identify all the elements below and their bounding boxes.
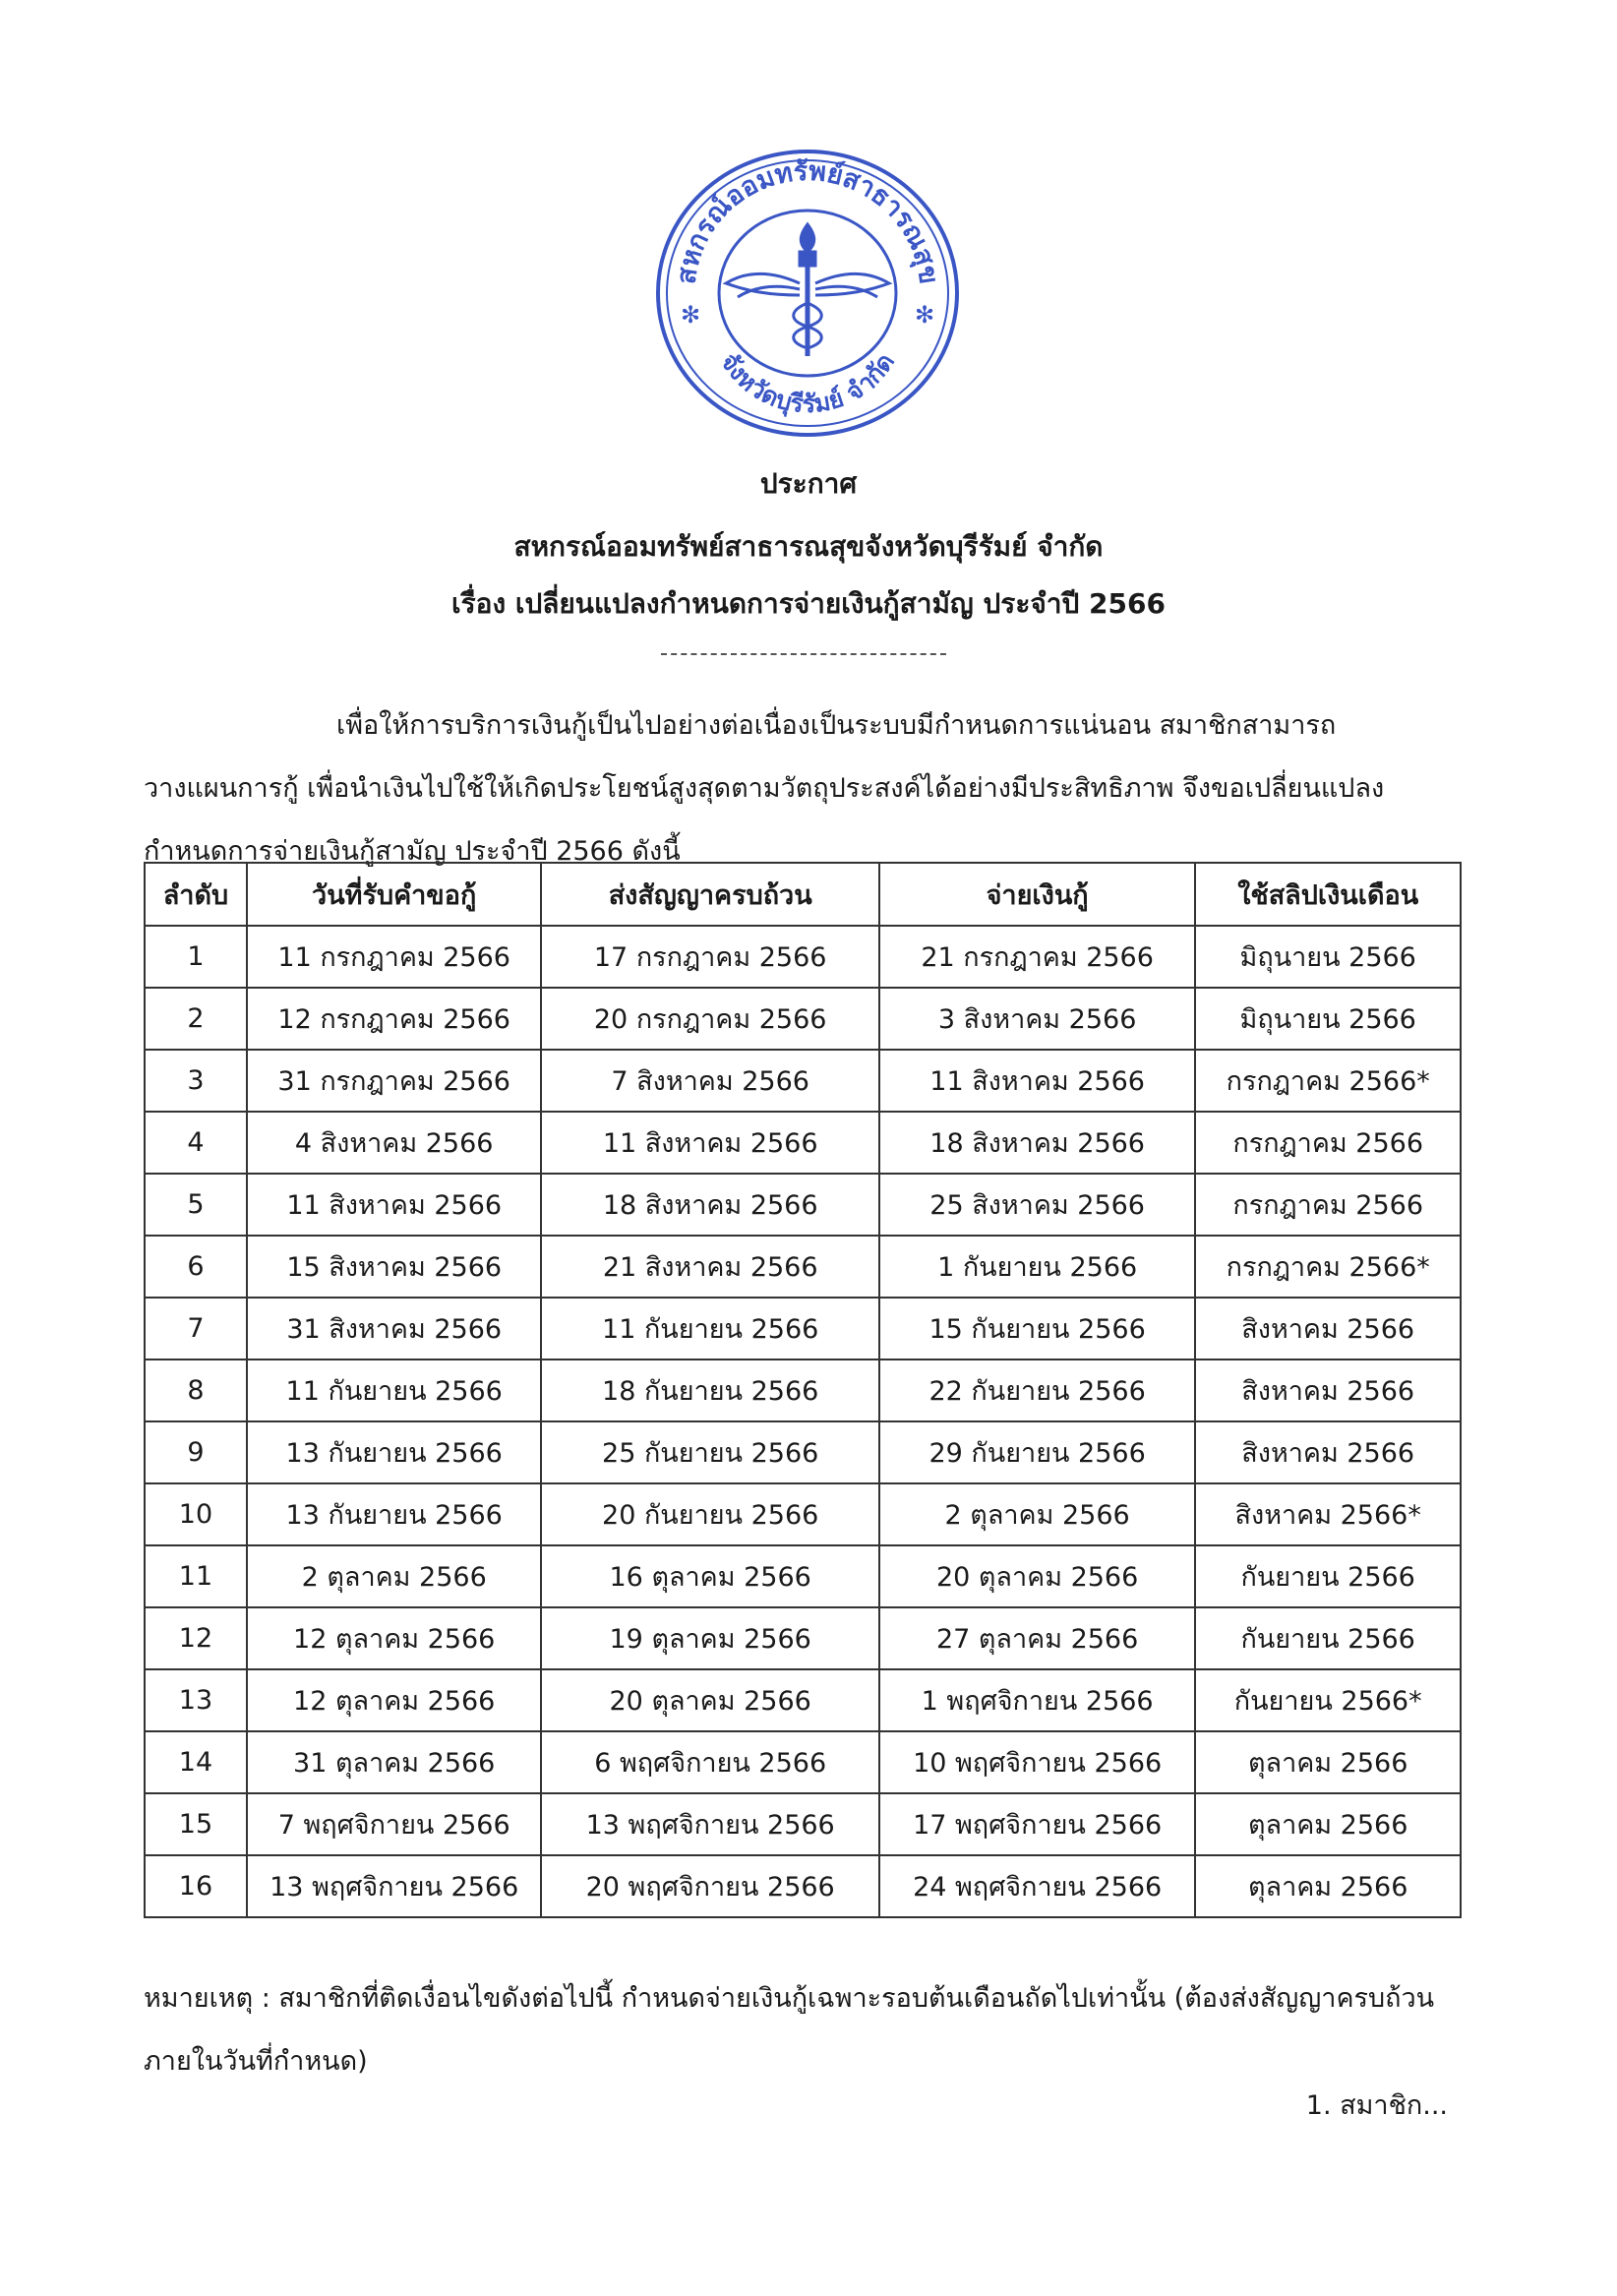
cell-salary-slip: ตุลาคม 2566 [1195, 1793, 1461, 1855]
table-row [145, 988, 1461, 1050]
cell-contract-date: 20 กรกฎาคม 2566 [541, 988, 878, 1050]
cell-salary-slip: กรกฎาคม 2566 [1195, 1112, 1461, 1174]
cell-contract-date: 16 ตุลาคม 2566 [541, 1545, 878, 1607]
cell-request-date: 2 ตุลาคม 2566 [247, 1545, 542, 1607]
cell-sequence: 5 [145, 1174, 247, 1236]
cell-sequence: 9 [145, 1421, 247, 1483]
table-row [145, 1855, 1461, 1917]
table-row [145, 1050, 1461, 1112]
cell-sequence: 7 [145, 1298, 247, 1359]
cell-sequence: 4 [145, 1112, 247, 1174]
seal-top-text: สหกรณ์ออมทรัพย์สาธารณสุข [671, 155, 944, 286]
cell-contract-date: 11 กันยายน 2566 [541, 1298, 878, 1359]
cell-payout-date: 17 พฤศจิกายน 2566 [879, 1793, 1195, 1855]
cell-salary-slip: กันยายน 2566 [1195, 1607, 1461, 1669]
table-row [145, 1359, 1461, 1421]
cell-contract-date: 18 สิงหาคม 2566 [541, 1174, 878, 1236]
intro-line: เพื่อให้การบริการเงินกู้เป็นไปอย่างต่อเนื่องเป็นระบบมีกำหนดการแน่นอน สมาชิกสามารถ [336, 710, 1337, 741]
svg-text:จังหวัดบุรีรัมย์ จำกัด [715, 348, 900, 418]
cell-sequence: 3 [145, 1050, 247, 1112]
cell-sequence: 8 [145, 1359, 247, 1421]
cell-payout-date: 29 กันยายน 2566 [879, 1421, 1195, 1483]
header-salary-slip: ใช้สลิปเงินเดือน [1195, 863, 1461, 926]
cell-salary-slip: ตุลาคม 2566 [1195, 1855, 1461, 1917]
table-row [145, 1236, 1461, 1298]
cell-request-date: 12 ตุลาคม 2566 [247, 1669, 542, 1731]
cell-contract-date: 19 ตุลาคม 2566 [541, 1607, 878, 1669]
cell-salary-slip: สิงหาคม 2566 [1195, 1421, 1461, 1483]
cell-sequence: 16 [145, 1855, 247, 1917]
intro-paragraph [144, 695, 1471, 883]
cooperative-seal [651, 146, 964, 441]
svg-text:✻: ✻ [915, 301, 935, 329]
cell-payout-date: 27 ตุลาคม 2566 [879, 1607, 1195, 1669]
cell-contract-date: 18 กันยายน 2566 [541, 1359, 878, 1421]
intro-line: กำหนดการจ่ายเงินกู้สามัญ ประจำปี 2566 ดังนี้ [144, 836, 681, 867]
cell-contract-date: 6 พฤศจิกายน 2566 [541, 1731, 878, 1793]
cell-request-date: 13 กันยายน 2566 [247, 1483, 542, 1545]
cell-salary-slip: สิงหาคม 2566 [1195, 1298, 1461, 1359]
cell-sequence: 14 [145, 1731, 247, 1793]
header-sequence: ลำดับ [145, 863, 247, 926]
cell-request-date: 7 พฤศจิกายน 2566 [247, 1793, 542, 1855]
table-row [145, 1669, 1461, 1731]
cell-salary-slip: กรกฎาคม 2566 [1195, 1174, 1461, 1236]
cell-payout-date: 2 ตุลาคม 2566 [879, 1483, 1195, 1545]
cell-request-date: 12 กรกฎาคม 2566 [247, 988, 542, 1050]
cell-sequence: 6 [145, 1236, 247, 1298]
cell-contract-date: 21 สิงหาคม 2566 [541, 1236, 878, 1298]
remark-line: ภายในวันที่กำหนด) [144, 2046, 368, 2077]
cell-request-date: 31 กรกฎาคม 2566 [247, 1050, 542, 1112]
remark-line: หมายเหตุ : สมาชิกที่ติดเงื่อนไขดังต่อไปนี้ กำหนดจ่ายเงินกู้เฉพาะรอบต้นเดือนถัดไปเท่านั้น (ต้องส่งสัญญาครบถ้วน [144, 1983, 1435, 2014]
cell-payout-date: 3 สิงหาคม 2566 [879, 988, 1195, 1050]
cell-request-date: 11 กันยายน 2566 [247, 1359, 542, 1421]
table-row [145, 1607, 1461, 1669]
table-row [145, 1298, 1461, 1359]
cell-request-date: 31 ตุลาคม 2566 [247, 1731, 542, 1793]
cell-salary-slip: มิถุนายน 2566 [1195, 926, 1461, 988]
cell-payout-date: 22 กันยายน 2566 [879, 1359, 1195, 1421]
cell-payout-date: 11 สิงหาคม 2566 [879, 1050, 1195, 1112]
cell-contract-date: 20 กันยายน 2566 [541, 1483, 878, 1545]
cell-payout-date: 10 พฤศจิกายน 2566 [879, 1731, 1195, 1793]
cell-salary-slip: สิงหาคม 2566* [1195, 1483, 1461, 1545]
cell-contract-date: 20 ตุลาคม 2566 [541, 1669, 878, 1731]
table-row [145, 926, 1461, 988]
cell-salary-slip: สิงหาคม 2566 [1195, 1359, 1461, 1421]
cell-payout-date: 15 กันยายน 2566 [879, 1298, 1195, 1359]
cell-payout-date: 18 สิงหาคม 2566 [879, 1112, 1195, 1174]
seal-emblem-icon [651, 146, 964, 441]
cell-salary-slip: กันยายน 2566* [1195, 1669, 1461, 1731]
loan-schedule-table [144, 862, 1462, 1918]
table-row [145, 1112, 1461, 1174]
header-request-date: วันที่รับคำขอกู้ [247, 863, 542, 926]
svg-text:✻: ✻ [681, 301, 701, 329]
cell-sequence: 13 [145, 1669, 247, 1731]
cell-sequence: 11 [145, 1545, 247, 1607]
cell-salary-slip: กรกฎาคม 2566* [1195, 1050, 1461, 1112]
table-row [145, 1174, 1461, 1236]
cell-request-date: 13 กันยายน 2566 [247, 1421, 542, 1483]
cell-request-date: 15 สิงหาคม 2566 [247, 1236, 542, 1298]
announcement-subject: เรื่อง เปลี่ยนแปลงกำหนดการจ่ายเงินกู้สามัญ ประจำปี 2566 [451, 587, 1166, 620]
continuation-marker: 1. สมาชิก... [1305, 2090, 1448, 2121]
organization-name: สหกรณ์ออมทรัพย์สาธารณสุขจังหวัดบุรีรัมย์ จำกัด [513, 530, 1104, 563]
cell-contract-date: 11 สิงหาคม 2566 [541, 1112, 878, 1174]
table-row [145, 1731, 1461, 1793]
cell-request-date: 11 กรกฎาคม 2566 [247, 926, 542, 988]
cell-request-date: 11 สิงหาคม 2566 [247, 1174, 542, 1236]
header-payout-date: จ่ายเงินกู้ [879, 863, 1195, 926]
cell-contract-date: 25 กันยายน 2566 [541, 1421, 878, 1483]
cell-sequence: 10 [145, 1483, 247, 1545]
cell-contract-date: 7 สิงหาคม 2566 [541, 1050, 878, 1112]
title-separator [661, 653, 946, 655]
cell-sequence: 15 [145, 1793, 247, 1855]
announcement-title: ประกาศ [759, 467, 858, 500]
cell-payout-date: 20 ตุลาคม 2566 [879, 1545, 1195, 1607]
cell-contract-date: 13 พฤศจิกายน 2566 [541, 1793, 878, 1855]
cell-contract-date: 20 พฤศจิกายน 2566 [541, 1855, 878, 1917]
seal-bottom-text: จังหวัดบุรีรัมย์ จำกัด [714, 347, 901, 419]
cell-request-date: 13 พฤศจิกายน 2566 [247, 1855, 542, 1917]
cell-salary-slip: กรกฎาคม 2566* [1195, 1236, 1461, 1298]
cell-salary-slip: มิถุนายน 2566 [1195, 988, 1461, 1050]
cell-payout-date: 1 พฤศจิกายน 2566 [879, 1669, 1195, 1731]
table-row [145, 1793, 1461, 1855]
table-row [145, 1545, 1461, 1607]
cell-salary-slip: ตุลาคม 2566 [1195, 1731, 1461, 1793]
cell-payout-date: 1 กันยายน 2566 [879, 1236, 1195, 1298]
table-header-row [145, 863, 1461, 926]
table-row [145, 1421, 1461, 1483]
cell-request-date: 4 สิงหาคม 2566 [247, 1112, 542, 1174]
intro-line: วางแผนการกู้ เพื่อนำเงินไปใช้ให้เกิดประโยชน์สูงสุดตามวัตถุประสงค์ได้อย่างมีประสิทธิภาพ จึงขอเปลี่ยนแปลง [144, 773, 1385, 804]
table-row [145, 1483, 1461, 1545]
cell-contract-date: 17 กรกฎาคม 2566 [541, 926, 878, 988]
cell-payout-date: 24 พฤศจิกายน 2566 [879, 1855, 1195, 1917]
cell-payout-date: 21 กรกฎาคม 2566 [879, 926, 1195, 988]
header-contract-date: ส่งสัญญาครบถ้วน [541, 863, 878, 926]
cell-request-date: 31 สิงหาคม 2566 [247, 1298, 542, 1359]
cell-sequence: 1 [145, 926, 247, 988]
cell-salary-slip: กันยายน 2566 [1195, 1545, 1461, 1607]
cell-request-date: 12 ตุลาคม 2566 [247, 1607, 542, 1669]
cell-sequence: 2 [145, 988, 247, 1050]
cell-sequence: 12 [145, 1607, 247, 1669]
cell-payout-date: 25 สิงหาคม 2566 [879, 1174, 1195, 1236]
remark-note [144, 1967, 1481, 2093]
